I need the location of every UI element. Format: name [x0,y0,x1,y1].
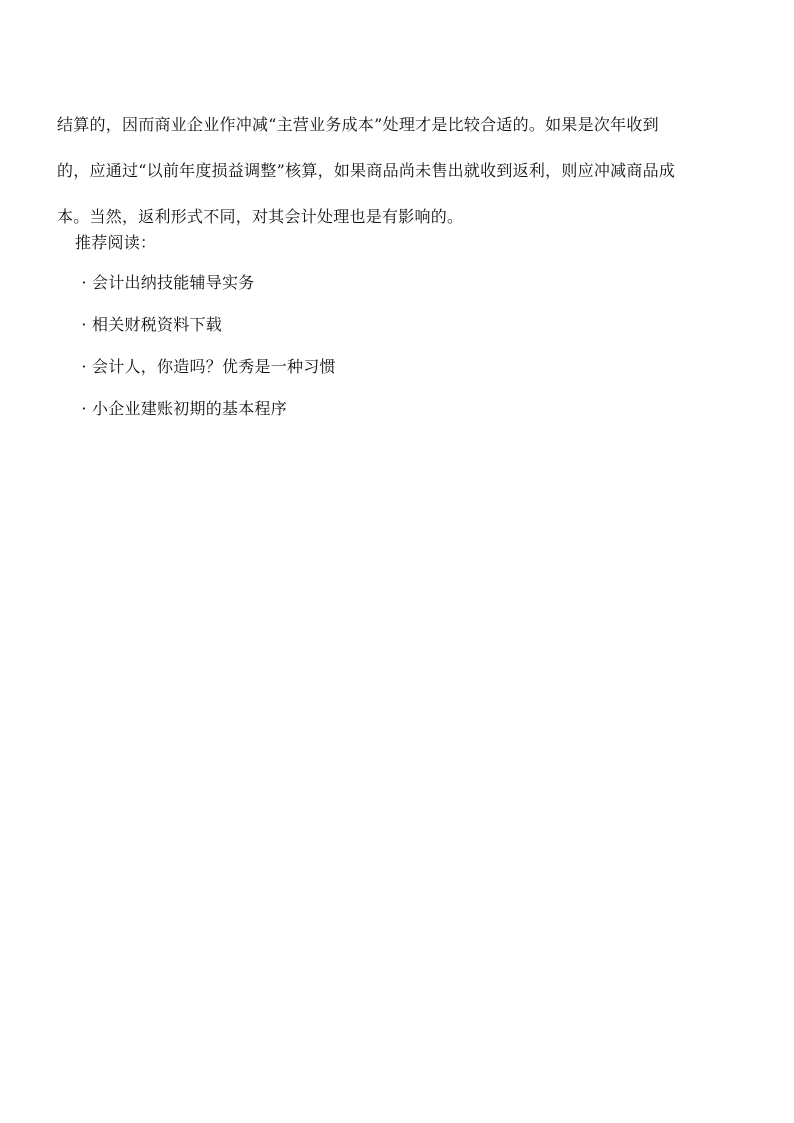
paragraph-line: 的，应通过“以前年度损益调整”核算，如果商品尚未售出就收到返利，则应冲减商品成 [57,161,676,180]
recommended-link[interactable]: 会计出纳技能辅导实务 [92,273,255,292]
recommended-reading-heading: 推荐阅读： [75,233,157,252]
bullet-icon: · [81,399,87,418]
bullet-icon: · [81,315,87,334]
article-paragraph [57,102,747,240]
bullet-icon: · [81,273,87,292]
recommended-link[interactable]: 会计人，你造吗？优秀是一种习惯 [92,357,336,376]
list-item [76,312,336,354]
paragraph-line: 本。当然，返利形式不同，对其会计处理也是有影响的。 [57,207,464,226]
bullet-icon: · [81,357,87,376]
recommended-link[interactable]: 小企业建账初期的基本程序 [92,399,288,418]
list-item [76,354,336,396]
recommended-reading-list [76,270,336,438]
list-item [76,270,336,312]
list-item [76,396,336,438]
paragraph-line: 结算的，因而商业企业作冲减“主营业务成本”处理才是比较合适的。如果是次年收到 [57,115,659,134]
recommended-link[interactable]: 相关财税资料下载 [92,315,223,334]
